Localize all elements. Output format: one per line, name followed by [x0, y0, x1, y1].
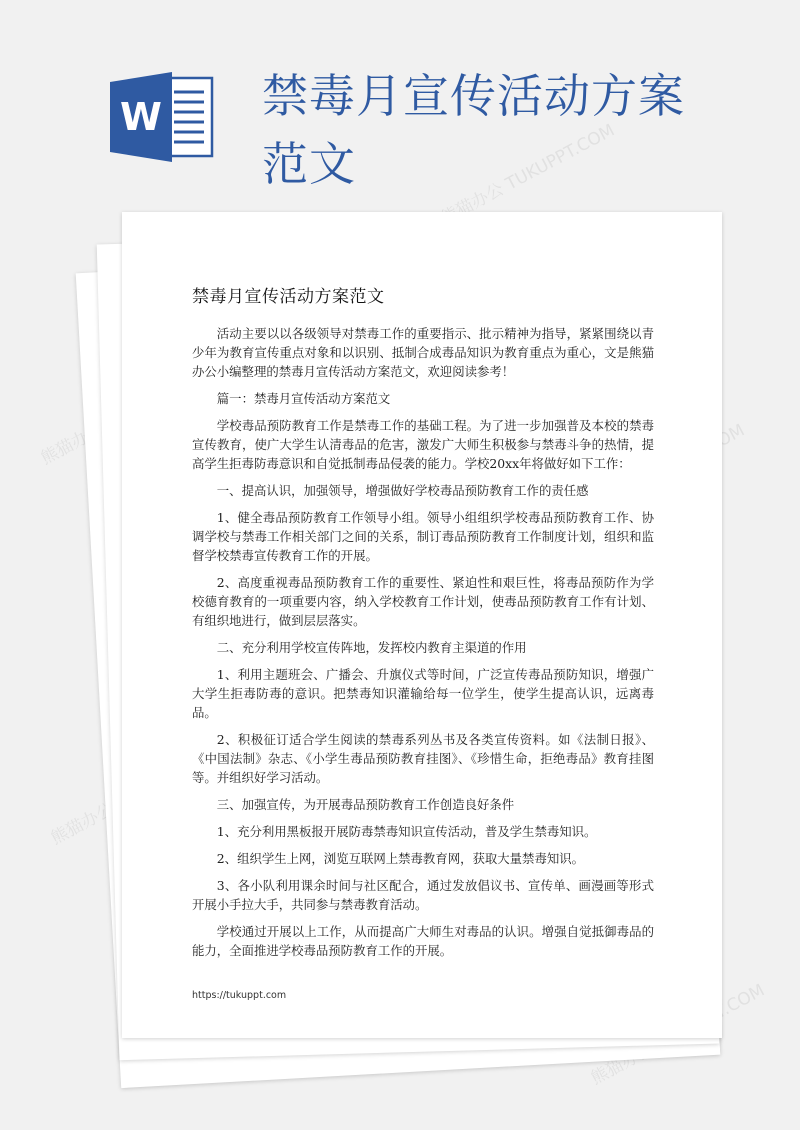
paragraph: 2、高度重视毒品预防教育工作的重要性、紧迫性和艰巨性，将毒品预防作为学校德育教育的一项重要内容，纳入学校教育工作计划，使毒品预防教育工作有计划、有组织地进行，做到层层落实。: [192, 575, 654, 628]
section-heading: 一、提高认识，加强领导，增强做好学校毒品预防教育工作的责任感: [216, 483, 589, 498]
watermark: 熊猫办公: [587, 1039, 658, 1089]
document-body: [192, 324, 654, 968]
watermark: 熊猫办公: [47, 799, 118, 849]
paragraph: 学校毒品预防教育工作是禁毒工作的基础工程。为了进一步加强普及本校的禁毒宣传教育，使广大学生认清毒品的危害，激发广大师生积极参与禁毒斗争的热情，提高学生拒毒防毒意识和自觉抵制毒品侵袭的能力。学校20xx年将做好如下工作：: [192, 418, 654, 471]
paragraph: 2、组织学生上网，浏览互联网上禁毒教育网，获取大量禁毒知识。: [216, 851, 585, 866]
watermark: 熊猫办公: [37, 419, 108, 469]
section-heading: 篇一：禁毒月宣传活动方案范文: [216, 391, 391, 406]
document-page: [122, 212, 722, 1038]
footer-url[interactable]: https://tukuppt.com: [192, 990, 287, 1001]
document-title: 禁毒月宣传活动方案范文: [192, 287, 385, 307]
paragraph: 3、各小队利用课余时间与社区配合，通过发放倡议书、宣传单、画漫画等形式开展小手拉大手，共同参与禁毒教育活动。: [192, 878, 654, 912]
paragraph: 学校通过开展以上工作，从而提高广大师生对毒品的认识。增强自觉抵御毒品的能力，全面推进学校毒品预防教育工作的开展。: [192, 924, 654, 958]
word-document-icon: [110, 72, 214, 162]
watermark: 熊猫办公 TUKUPPT.COM: [437, 120, 619, 229]
page-title: 禁毒月宣传活动方案范文: [262, 69, 685, 191]
section-heading: 二、充分利用学校宣传阵地，发挥校内教育主渠道的作用: [216, 640, 527, 655]
paragraph: 活动主要以以各级领导对禁毒工作的重要指示、批示精神为指导，紧紧围绕以青少年为教育宣传重点对象和以识别、抵制合成毒品知识为教育重点为重心，文是熊猫办公小编整理的禁毒月宣传活动方案范文，欢迎阅读参考！: [192, 326, 654, 379]
word-logo-letter: W: [120, 95, 162, 139]
section-heading: 三、加强宣传，为开展毒品预防教育工作创造良好条件: [216, 797, 515, 812]
paragraph: 1、充分利用黑板报开展防毒禁毒知识宣传活动，普及学生禁毒知识。: [216, 824, 597, 839]
paragraph: 1、利用主题班会、广播会、升旗仪式等时间，广泛宣传毒品预防知识，增强广大学生拒毒防毒的意识。把禁毒知识灌输给每一位学生，使学生提高认识，远离毒品。: [192, 667, 654, 720]
paragraph: 1、健全毒品预防教育工作领导小组。领导小组组织学校毒品预防教育工作、协调学校与禁毒工作相关部门之间的关系，制订毒品预防教育工作制度计划，组织和监督学校禁毒宣传教育工作的开展。: [192, 510, 654, 563]
paragraph: 2、积极征订适合学生阅读的禁毒系列丛书及各类宣传资料。如《法制日报》、《中国法制》杂志、《小学生毒品预防教育挂图》、《珍惜生命，拒绝毒品》教育挂图等。并组织好学习活动。: [192, 732, 654, 785]
